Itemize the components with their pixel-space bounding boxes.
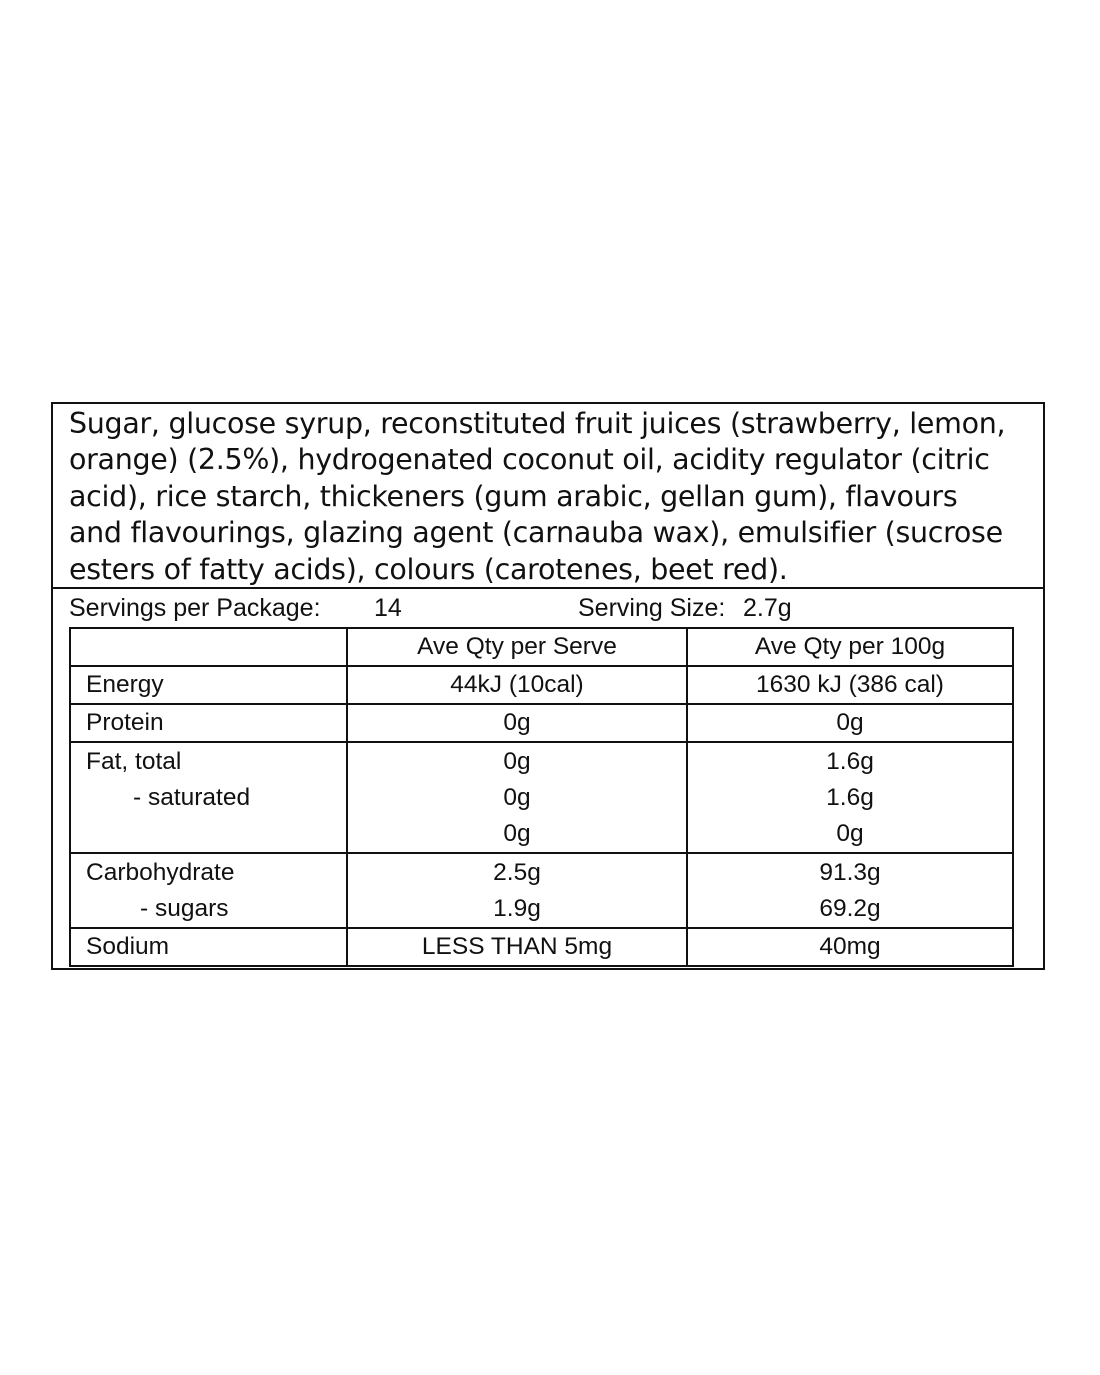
table-row-fat [70, 742, 1013, 853]
header-cell-per-100g: Ave Qty per 100g [687, 628, 1013, 666]
ingredients-line: acid), rice starch, thickeners (gum arabic, gellan gum), flavours [69, 479, 958, 513]
per-100g-value: 1.6g 1.6g 0g [687, 742, 1013, 853]
ingredients-line: esters of fatty acids), colours (carotenes, beet red). [69, 552, 788, 586]
per-100g-value: 40mg [687, 928, 1013, 966]
ingredients-line: Sugar, glucose syrup, reconstituted fruit juices (strawberry, lemon, [69, 407, 1006, 440]
per-100g-value: 0g [687, 704, 1013, 742]
per-100g-value: 91.3g 69.2g [687, 853, 1013, 928]
per-serve-value: 0g 0g 0g [347, 742, 687, 853]
servings-info [53, 589, 1043, 627]
row-label: Carbohydrate - sugars [70, 853, 347, 928]
ingredients-list [53, 404, 1043, 589]
table-header-row [70, 628, 1013, 666]
per-serve-value: LESS THAN 5mg [347, 928, 687, 966]
table-row-sodium [70, 928, 1013, 966]
servings-per-package-value: 14 [374, 594, 402, 622]
nutrition-label [51, 402, 1045, 970]
per-100g-value: 1630 kJ (386 cal) [687, 666, 1013, 704]
table-row-carbohydrate [70, 853, 1013, 928]
per-serve-value: 0g [347, 704, 687, 742]
table-row-protein [70, 704, 1013, 742]
per-serve-value: 2.5g 1.9g [347, 853, 687, 928]
row-label: Energy [70, 666, 347, 704]
ingredients-line: orange) (2.5%), hydrogenated coconut oil, acidity regulator (citric [69, 443, 990, 477]
per-serve-value: 44kJ (10cal) [347, 666, 687, 704]
header-cell-per-serve: Ave Qty per Serve [347, 628, 687, 666]
ingredients-line: and flavourings, glazing agent (carnauba wax), emulsifier (sucrose [69, 516, 1003, 550]
header-cell-empty [70, 628, 347, 666]
nutrition-table [69, 627, 1014, 967]
row-label: Sodium [70, 928, 347, 966]
serving-size-value: 2.7g [743, 594, 792, 622]
row-label: Protein [70, 704, 347, 742]
row-label: Fat, total - saturated [70, 742, 347, 853]
servings-per-package-label: Servings per Package: [69, 594, 321, 622]
table-row-energy [70, 666, 1013, 704]
serving-size-label: Serving Size: [578, 594, 726, 622]
